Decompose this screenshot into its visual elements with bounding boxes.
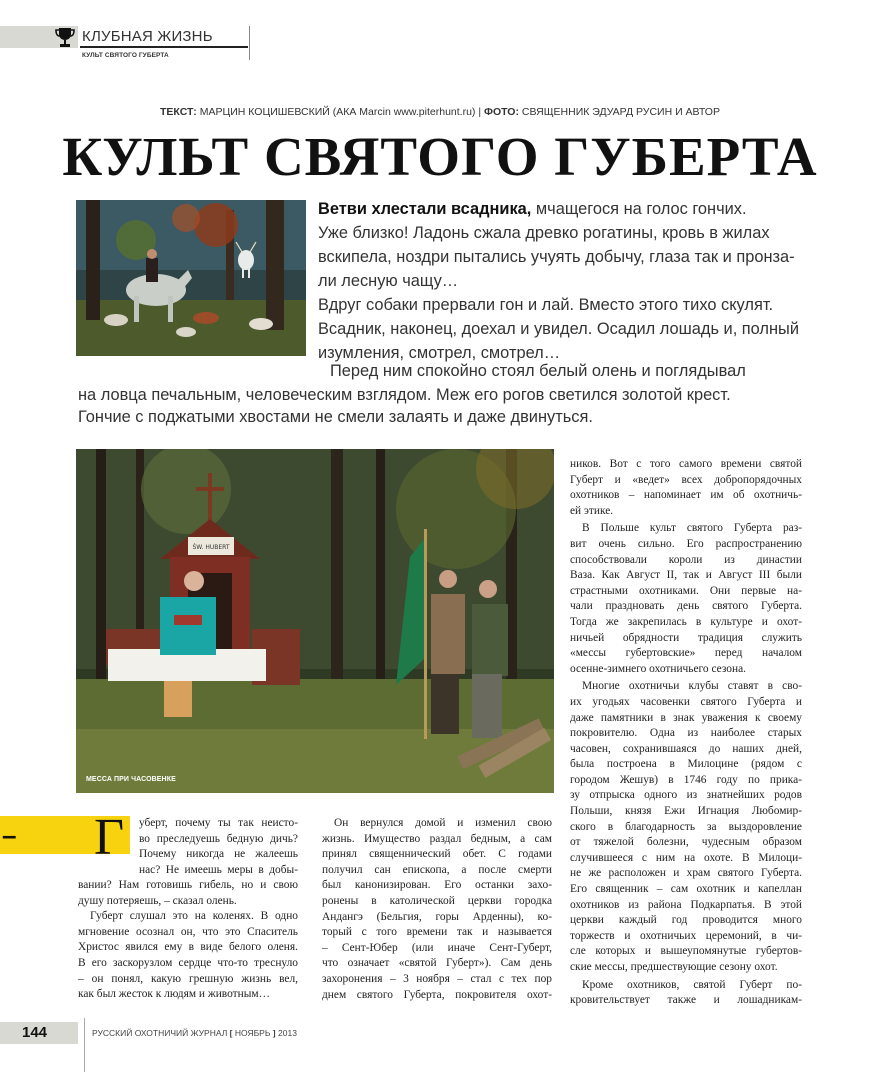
col2-line: принял священнический обет. С годами bbox=[322, 848, 552, 861]
intro-line-2: Уже близко! Ладонь сжала древко рогатины, кровь в жилах bbox=[318, 224, 770, 242]
col3-line: охотников из района Подкарпатья. В этой bbox=[570, 898, 802, 911]
col3-line: от тяжелой болезни, чудесным образом bbox=[570, 836, 802, 849]
intro-line-10: Гончие с поджатыми хвостами не смели залаять и даже двинуться. bbox=[78, 408, 593, 426]
col3-line: В Польше культ святого Губерта раз- bbox=[582, 522, 802, 535]
col2-line: Андангэ (Бельгия, горы Арденны), ко- bbox=[322, 910, 552, 923]
magazine-name: РУССКИЙ ОХОТНИЧИЙ ЖУРНАЛ bbox=[92, 1028, 228, 1038]
col3-line: кровительствует также и лошадникам- bbox=[570, 994, 802, 1007]
col3-line: Его священник – сам охотник и капеллан bbox=[570, 883, 802, 896]
article-title: КУЛЬТ СВЯТОГО ГУБЕРТА bbox=[62, 126, 818, 187]
col1-line: вании? Нам готовишь гибель, но и свою bbox=[78, 879, 298, 891]
col3-line: чали праздновать день святого Губерта. bbox=[570, 600, 802, 613]
chapel-sign-text: ŚW. HUBERT bbox=[192, 544, 230, 551]
col2-line: что означает «святой Губерт»). Сам день bbox=[322, 957, 552, 970]
col1-line: мгновение осознал он, что это Спаситель bbox=[78, 925, 298, 938]
col3-line: Кроме охотников, святой Губерт по- bbox=[582, 978, 802, 991]
col2-line: – Сент-Юбер (или иначе Сент-Губерт, bbox=[322, 941, 552, 954]
header-divider bbox=[249, 26, 250, 60]
issue-month: НОЯБРЬ bbox=[234, 1028, 271, 1038]
col1-line: душу потеряешь, – сказал олень. bbox=[78, 894, 237, 907]
intro-line-9: на ловца печальным, человеческим взглядом. Меж его рогов светился золотой крест. bbox=[78, 386, 731, 404]
col3-line: часовен, сохранившаяся до наших дней, bbox=[570, 742, 802, 755]
col3-line: не же расположен и храм святого Губерта. bbox=[570, 867, 802, 880]
credits-separator: | bbox=[478, 106, 482, 118]
intro-line-8: Перед ним спокойно стоял белый олень и поглядывал bbox=[330, 362, 746, 380]
col3-line: Губерт и «ведет» всех добропорядочных bbox=[570, 473, 802, 486]
col2-line: днем святого Губерта, покровителя охот- bbox=[322, 988, 552, 1001]
intro-line-1: Ветви хлестали всадника, мчащегося на голос гончих. bbox=[318, 200, 747, 218]
col2-line: жизнь. Имущество раздал бедным, а сам bbox=[322, 832, 552, 845]
drop-cap-letter: Г bbox=[94, 809, 125, 866]
col3-line: осенне-зимнего охотничьего сезона. bbox=[570, 662, 746, 675]
drop-cap-dash: – bbox=[2, 820, 17, 850]
magazine-info: РУССКИЙ ОХОТНИЧИЙ ЖУРНАЛ [ НОЯБРЬ ] 2013 bbox=[92, 1028, 297, 1038]
intro-line-5: Вдруг собаки прервали гон и лай. Вместо этого тихо скулят. bbox=[318, 296, 774, 314]
col3-line: их угодьях часовенки святого Губерта и bbox=[570, 695, 802, 708]
col1-line: Почему никогда не жалеешь bbox=[139, 848, 298, 861]
intro-line-7: изумления, смотрел, смотрел… bbox=[318, 344, 561, 362]
intro-line-3: вскипела, ноздри пытались учуять добычу, глаза так и пронза- bbox=[318, 248, 795, 266]
intro-lead: Ветви хлестали всадника, bbox=[318, 200, 532, 218]
col1-line: как был жесток к людям и животным… bbox=[78, 988, 270, 1001]
footer-divider bbox=[84, 1018, 85, 1072]
chapel-mass-photo bbox=[76, 449, 554, 793]
col1-line: – он понял, какую грешную жизнь вел, bbox=[78, 972, 298, 985]
intro-line-6: Всадник, наконец, доехал и увидел. Осадил лошадь и, полный bbox=[318, 320, 799, 338]
col3-line: ей этике. bbox=[570, 504, 614, 517]
section-rule bbox=[80, 46, 248, 48]
col3-line: Польши, князя Ежи Игнация Любомир- bbox=[570, 805, 802, 818]
col3-line: Многие охотничьи клубы ставят в сво- bbox=[582, 680, 802, 693]
col3-line: вит очень сильно. Его распространению bbox=[570, 537, 802, 550]
col3-line: городом Жешув) в 1746 году по прика- bbox=[570, 773, 802, 786]
col2-line: ронены в католической церкви городка bbox=[322, 894, 552, 907]
column-2 bbox=[322, 816, 552, 1003]
col1-line: нас? Не имеешь меры в добы- bbox=[139, 863, 298, 876]
col2-line: Он вернулся домой и изменил свою bbox=[334, 817, 552, 829]
col3-line: даже памятники в знак уважения к своему bbox=[570, 711, 802, 724]
intro-line-4: ли лесную чащу… bbox=[318, 272, 459, 290]
issue-year: 2013 bbox=[278, 1028, 297, 1038]
column-3 bbox=[570, 457, 802, 1009]
col3-line: случившееся с ним на охоте. В Милоци- bbox=[570, 851, 802, 864]
page-number: 144 bbox=[22, 1024, 48, 1041]
col3-line: сле которых и вышеупомянутые губертов- bbox=[570, 945, 802, 958]
col3-line: торжеств и охотничьих церемоний, в чи- bbox=[570, 929, 802, 942]
col3-line: была построена в Милоцине (рядом с bbox=[570, 758, 802, 771]
credits-text-label: ТЕКСТ: bbox=[160, 106, 197, 118]
col3-line: «мессы губертовские» перед началом bbox=[570, 647, 802, 660]
col2-line: получил сан епископа, а после смерти bbox=[322, 863, 552, 876]
col3-line: охотников – напоминает им об охотничь- bbox=[570, 489, 802, 502]
col3-line: церкви каждый год проводится много bbox=[570, 914, 802, 927]
col3-line: Ваза. Как Август II, так и Август III были bbox=[570, 569, 802, 582]
col1-line: Губерт слушал это на коленях. В одно bbox=[90, 910, 298, 923]
credits-photographer: СВЯЩЕННИК ЭДУАРД РУСИН И АВТОР bbox=[521, 106, 720, 118]
credits-author: МАРЦИН КОЦИШЕВСКИЙ (АКА Marcin www.piterhunt.ru) bbox=[199, 106, 476, 118]
col1-line: во преследуешь бедную дичь? bbox=[139, 832, 298, 845]
col2-line: захоронения – 3 ноября – стал с тех пор bbox=[322, 972, 552, 985]
section-title: КЛУБНАЯ ЖИЗНЬ bbox=[82, 28, 213, 45]
col3-line: ского в благодарность за выздоровление bbox=[570, 820, 802, 833]
section-subtitle: КУЛЬТ СВЯТОГО ГУБЕРТА bbox=[82, 52, 169, 59]
credits-photo-label: ФОТО: bbox=[484, 106, 519, 118]
col2-line: торый с того времени так и называется bbox=[322, 926, 552, 939]
col1-line: уберт, почему ты так неисто- bbox=[139, 817, 298, 829]
col3-line: ские мессы, предшествующие сезону охот. bbox=[570, 961, 778, 973]
col3-line: ников. Вот с того самого времени святой bbox=[570, 458, 802, 470]
hunter-painting bbox=[76, 200, 306, 356]
col3-line: способствовали короли из династии bbox=[570, 553, 802, 566]
col3-line: страстными охотниками. Они первые на- bbox=[570, 584, 802, 597]
column-1-top bbox=[139, 816, 298, 878]
col1-line: Христос явился ему в виде белого оленя. bbox=[78, 941, 298, 954]
col3-line: покровителю. Одна из наиболее старых bbox=[570, 727, 802, 740]
col3-line: зу отпрыска одного из знатнейших родов bbox=[570, 789, 802, 802]
col1-line: В его заскорузлом сердце что-то треснуло bbox=[78, 956, 298, 969]
col3-line: Тогда же закрепилась в культуре и охот- bbox=[570, 615, 802, 628]
column-1-bottom bbox=[78, 878, 298, 1003]
col2-line: был канонизирован. Его останки захо- bbox=[322, 879, 552, 892]
trophy-icon bbox=[54, 26, 76, 50]
credits-line bbox=[0, 106, 880, 118]
photo-caption: МЕССА ПРИ ЧАСОВЕНКЕ bbox=[86, 776, 176, 783]
col3-line: ничьей обрядности традиция служить bbox=[570, 631, 802, 644]
